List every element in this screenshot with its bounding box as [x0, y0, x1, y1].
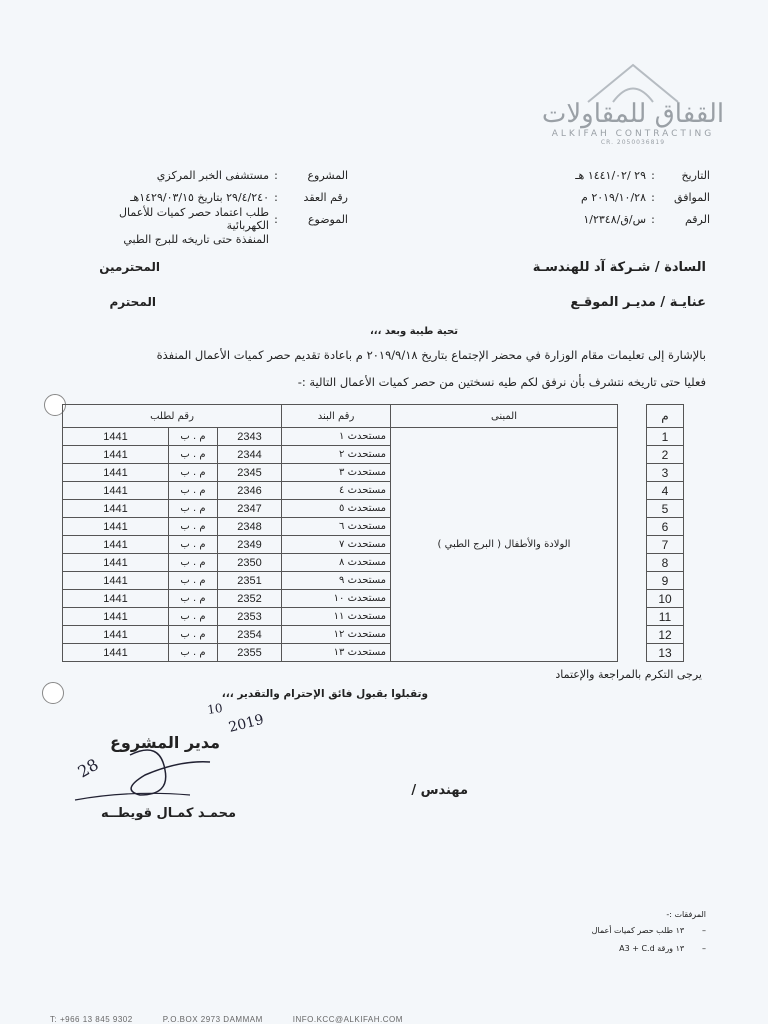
request-year-cell: 1441 [63, 590, 169, 608]
subject-value: طلب اعتماد حصر كميات للأعمال الكهربائية [119, 206, 269, 232]
item-cell: مستحدث ٣ [282, 464, 391, 482]
ref-value: س/ق/١/٢٣٤٨ [583, 212, 646, 226]
row-number: 4 [647, 482, 684, 500]
contract-value: ٢٩/٤/٢٤٠ بتاريخ ١٤٢٩/٠٣/١٥هـ [130, 190, 269, 204]
request-year-cell: 1441 [63, 554, 169, 572]
request-type-cell: م . ب [169, 500, 218, 518]
request-number-cell: 2352 [218, 590, 282, 608]
item-cell: مستحدث ١١ [282, 608, 391, 626]
request-type-cell: م . ب [169, 644, 218, 662]
project-label: المشروع [307, 168, 348, 182]
signatory-name: محمـد كمـال قويطــه [101, 806, 236, 821]
attachments-title: المرفقات :- [666, 910, 706, 919]
company-name-ar: القفاق للمقاولات [541, 99, 725, 129]
company-logo [538, 60, 728, 155]
item-cell: مستحدث ٤ [282, 482, 391, 500]
request-number-cell: 2351 [218, 572, 282, 590]
request-year-cell: 1441 [63, 518, 169, 536]
request-type-cell: م . ب [169, 428, 218, 446]
request-number-cell: 2348 [218, 518, 282, 536]
request-number-cell: 2346 [218, 482, 282, 500]
header-right: التاريخ : ٢٩ /١٤٤١/٠٢ هـ الموافق : ٢٠١٩/١٠/٢٨ م الرقم : س/ق/١/٢٣٤٨ [575, 168, 710, 226]
request-year-cell: 1441 [63, 464, 169, 482]
request-number-cell: 2344 [218, 446, 282, 464]
header-left: المشروع : مستشفى الخبر المركزي رقم العقد : ٢٩/٤/٢٤٠ بتاريخ ١٤٢٩/٠٣/١٥هـ الموضوع : طلب اعتماد حصر كميات للأعمال الكهربائية المنفذة حتى تاريخه للبرج الطبي [84, 164, 348, 248]
request-number-cell: 2355 [218, 644, 282, 662]
request-year-cell: 1441 [63, 500, 169, 518]
ref-label: الرقم [684, 212, 710, 226]
row-number: 5 [647, 500, 684, 518]
request-year-cell: 1441 [63, 608, 169, 626]
request-number-cell: 2354 [218, 626, 282, 644]
header-request: رقم لطلب [63, 405, 282, 428]
engineer-label: مهندس / [411, 783, 468, 798]
row-number: 11 [647, 608, 684, 626]
request-type-cell: م . ب [169, 572, 218, 590]
building-cell: الولادة والأطفال ( البرج الطبي ) [391, 428, 618, 662]
row-number: 3 [647, 464, 684, 482]
signature-month: 28 [74, 754, 102, 782]
request-year-cell: 1441 [63, 446, 169, 464]
item-cell: مستحدث ٩ [282, 572, 391, 590]
request-type-cell: م . ب [169, 536, 218, 554]
header-item: رقم البند [282, 405, 391, 428]
request-type-cell: م . ب [169, 554, 218, 572]
request-year-cell: 1441 [63, 428, 169, 446]
footer-email: INFO.KCC@ALKIFAH.COM [292, 1015, 403, 1024]
body-paragraph-1: بالإشارة إلى تعليمات مقام الوزارة في محضر الإجتماع بتاريخ ٢٠١٩/٩/١٨ م باعادة تقديم حصر كميات الأعمال المنفذة [156, 348, 706, 362]
request-year-cell: 1441 [63, 482, 169, 500]
item-cell: مستحدث ١ [282, 428, 391, 446]
request-type-cell: م . ب [169, 590, 218, 608]
closing: وتقبلوا بقبول فائق الإحترام والتقدير ،،، [221, 688, 428, 700]
date-greg-value: ٢٠١٩/١٠/٢٨ م [581, 190, 646, 204]
date-hijri-value: ٢٩ /١٤٤١/٠٢ هـ [575, 168, 646, 182]
request-number-cell: 2345 [218, 464, 282, 482]
request-line: يرجى التكرم بالمراجعة والإعتماد [555, 668, 702, 681]
request-year-cell: 1441 [63, 536, 169, 554]
quantities-table [62, 404, 684, 662]
row-number: 12 [647, 626, 684, 644]
date-greg-label: الموافق [674, 190, 710, 204]
row-number: 9 [647, 572, 684, 590]
greeting: تحية طيبة وبعد ،،، [370, 326, 458, 337]
request-type-cell: م . ب [169, 608, 218, 626]
request-number-cell: 2350 [218, 554, 282, 572]
handwritten-signature [70, 700, 290, 810]
request-number-cell: 2347 [218, 500, 282, 518]
row-number: 6 [647, 518, 684, 536]
subject-label: الموضوع [307, 212, 348, 226]
company-name-en: ALKIFAH CONTRACTING [551, 129, 715, 139]
item-cell: مستحدث ١٣ [282, 644, 391, 662]
request-number-cell: 2343 [218, 428, 282, 446]
row-number: 10 [647, 590, 684, 608]
item-cell: مستحدث ٥ [282, 500, 391, 518]
project-value: مستشفى الخبر المركزي [156, 168, 269, 182]
item-cell: مستحدث ٢ [282, 446, 391, 464]
footer-po: P.O.BOX 2973 DAMMAM [162, 1015, 263, 1024]
header-num: م [647, 405, 684, 428]
attachment-item-2: – ١٣ ورقة A3 + C.d [619, 944, 706, 953]
signature-block [70, 700, 290, 810]
signature-year: 2019 [227, 711, 266, 736]
request-type-cell: م . ب [169, 518, 218, 536]
table-header-row [63, 405, 684, 428]
request-number-cell: 2353 [218, 608, 282, 626]
row-number: 2 [647, 446, 684, 464]
item-cell: مستحدث ١٢ [282, 626, 391, 644]
table-row [63, 428, 684, 446]
letter-footer [50, 1015, 403, 1024]
subject-continuation: المنفذة حتى تاريخه للبرج الطبي [123, 232, 269, 246]
request-type-cell: م . ب [169, 446, 218, 464]
recipient-attn: عنايـة / مديـر الموقـع [570, 295, 706, 310]
item-cell: مستحدث ٧ [282, 536, 391, 554]
body-paragraph-2: فعليا حتى تاريخه نتشرف بأن نرفق لكم طيه نسختين من حصر كميات الأعمال التالية :- [297, 375, 706, 389]
signatory-title: مدير المشروع [110, 733, 221, 752]
request-year-cell: 1441 [63, 572, 169, 590]
request-number-cell: 2349 [218, 536, 282, 554]
recipient-to: السادة / شـركة آد للهندسـة [532, 260, 706, 275]
request-type-cell: م . ب [169, 482, 218, 500]
item-cell: مستحدث ٦ [282, 518, 391, 536]
request-type-cell: م . ب [169, 626, 218, 644]
row-number: 1 [647, 428, 684, 446]
attachment-item-1: – ١٣ طلب حصر كميات أعمال [591, 926, 706, 935]
company-cr: CR. 2050036819 [600, 139, 666, 146]
punch-hole [42, 682, 64, 704]
item-cell: مستحدث ٨ [282, 554, 391, 572]
signature-day: 10 [206, 700, 224, 717]
attn-honorific: المحترم [109, 295, 156, 309]
contract-label: رقم العقد [303, 190, 348, 204]
header-building: المبنى [391, 405, 618, 428]
table-body [63, 428, 684, 662]
request-type-cell: م . ب [169, 464, 218, 482]
row-number: 7 [647, 536, 684, 554]
footer-phone: T: +966 13 845 9302 [50, 1015, 133, 1024]
recipient-honorific: المحترمين [99, 260, 160, 274]
request-year-cell: 1441 [63, 644, 169, 662]
date-hijri-label: التاريخ [681, 168, 710, 182]
request-year-cell: 1441 [63, 626, 169, 644]
row-number: 13 [647, 644, 684, 662]
item-cell: مستحدث ١٠ [282, 590, 391, 608]
row-number: 8 [647, 554, 684, 572]
